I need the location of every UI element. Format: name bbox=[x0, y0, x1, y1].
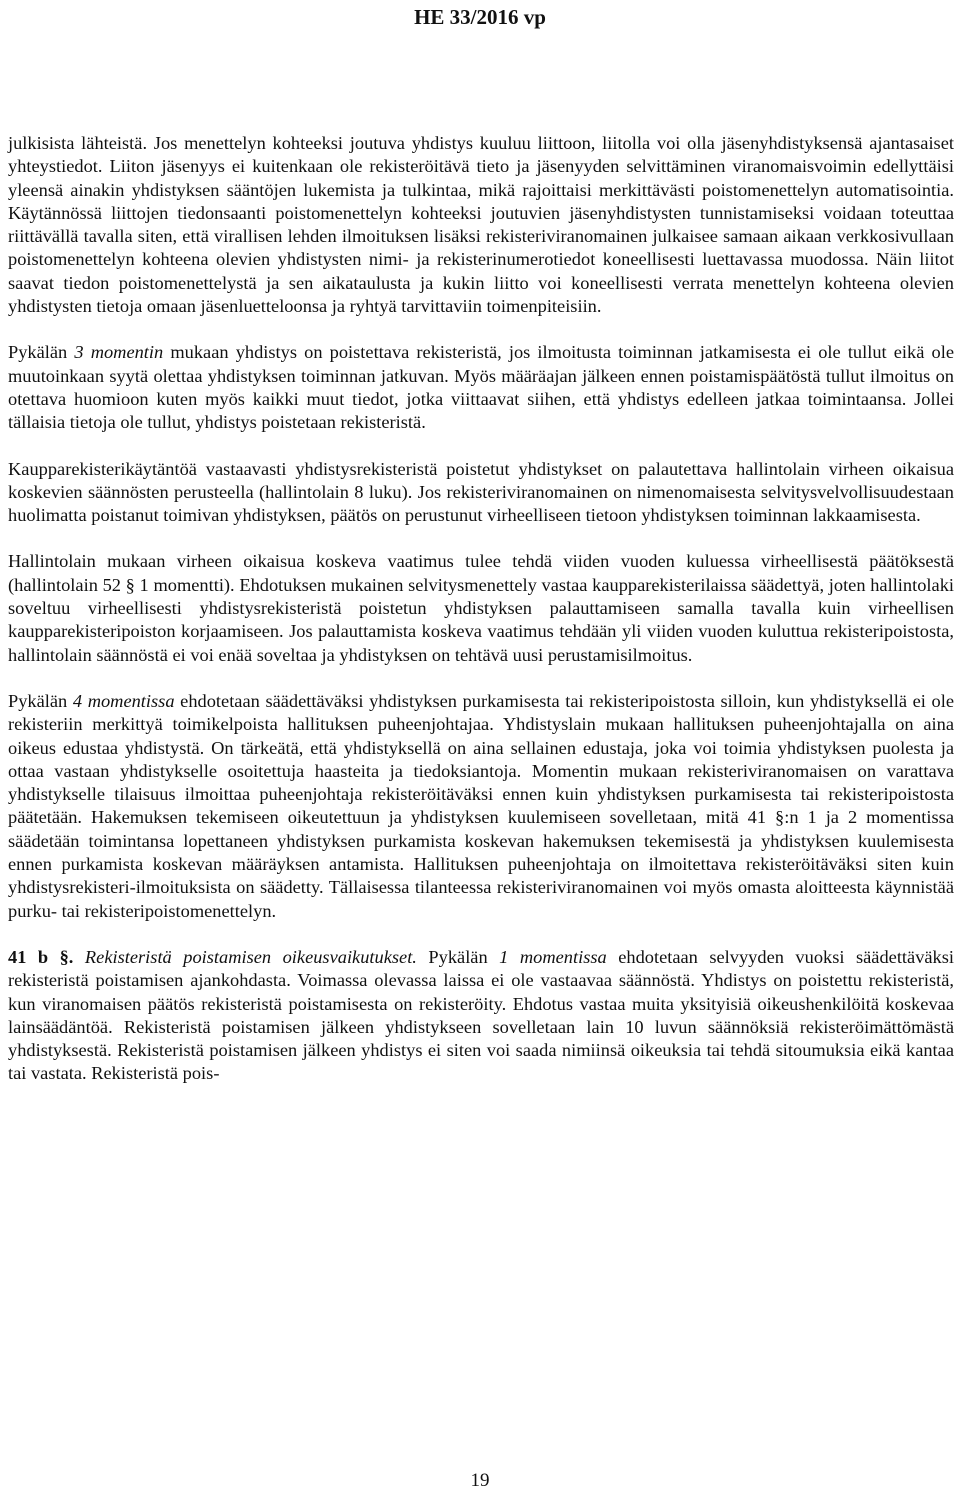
paragraph-2 bbox=[8, 341, 954, 434]
paragraph-emphasis: 4 momentissa bbox=[72, 690, 175, 711]
paragraph-3 bbox=[8, 458, 954, 528]
paragraph-emphasis: 1 momentissa bbox=[499, 946, 607, 967]
paragraph-6 bbox=[8, 946, 954, 1086]
paragraph-text: Pykälän bbox=[8, 342, 75, 363]
paragraph-1 bbox=[8, 132, 954, 318]
page-number: 19 bbox=[470, 1470, 490, 1491]
paragraph-4 bbox=[8, 550, 954, 666]
paragraph-text: Pykälän bbox=[416, 946, 500, 967]
section-heading: Rekisteristä poistamisen oikeusvaikutukset. bbox=[73, 946, 417, 967]
document-header: HE 33/2016 vp bbox=[414, 5, 546, 29]
paragraph-text: mukaan yhdistys on poistettava rekisteristä, jos ilmoitusta toiminnan jatkamisesta ei ole tullut eikä ole muutoinkaan syytä olettaa yhdistyksen toiminnan jatkuvan. Myös määräajan jälkeen ennen poistamispäätöstä tullut ilmoitus on otettava huomioon kuten myös kaikki muut tiedot, jotka viittaavat siihen, että yhdistys edelleen jatkaa toimintaansa. Jollei tällaisia tietoja ole tullut, yhdistys poistetaan rekisteristä. bbox=[8, 342, 954, 433]
document-body bbox=[8, 132, 954, 1086]
paragraph-emphasis: 3 momentin bbox=[74, 342, 164, 363]
paragraph-text: Kaupparekisterikäytäntöä vastaavasti yhdistysrekisteristä poistetut yhdistykset on palautettava hallintolain virheen oikaisua koskevien säännösten perusteella (hallintolain 8 luku). Jos rekisteriviranomainen on nimenomaisesta selvitysvelvollisuudestaan huolimatta poistanut toimivan yhdistyksen, päätös on perustunut virheelliseen tietoon yhdistyksen toiminnan lakkaamisesta. bbox=[8, 458, 954, 526]
paragraph-text: ehdotetaan säädettäväksi yhdistyksen purkamisesta tai rekisteripoistosta silloin, kun yhdistyksellä ei ole rekisteriin merkittyä toimikelpoista hallituksen puheenjohtajaa. Yhdistyslain mukaan hallituksen puheenjohtajalla on aina oikeus edustaa yhdistystä. On tärkeätä, että yhdistyksellä on aina sellainen edustaja, joka voi toimia yhdistyksen puolesta ja ottaa vastaan yhdistykselle osoitettuja haasteita ja tiedoksiantoja. Momentin mukaan rekisteriviranomaisen on varattava yhdistykselle tilaisuus ilmoittaa puheenjohtaja rekisteröitäväksi ennen kuin yhdistyksen purkamisesta tai rekisteripoistosta päätetään. Hakemuksen tekemiseen oikeutettuun ja yhdistyksen kuulemiseen sovelletaan, mitä 41 §:n 1 ja 2 momentissa säädetään toimintansa lopettaneen yhdistyksen purkamista koskevan hakemuksen tekemisestä ja yhdistyksen kuulemisesta ennen purkamista koskevan määräyksen antamista. Hallituksen puheenjohtaja on ilmoitettava rekisteröitäväksi siten kuin yhdistysrekisteri-ilmoituksista on säädetty. Tällaisessa tilanteessa rekisteriviranomainen voi myös omasta aloitteesta käynnistää purku- tai rekisteripoistomenettelyn. bbox=[8, 690, 954, 921]
paragraph-5 bbox=[8, 690, 954, 923]
paragraph-text: Hallintolain mukaan virheen oikaisua koskeva vaatimus tulee tehdä viiden vuoden kuluessa virheellisestä päätöksestä (hallintolain 52 § 1 momentti). Ehdotuksen mukainen selvitysmenettely vastaa kaupparekisterilaissa säädettyä, joten hallintolaki soveltuu virheellisesti yhdistysrekisteristä poistetun yhdistyksen palauttamiseen samalla tavalla kuin virheellisen kaupparekisteripoiston korjaamiseen. Jos palauttamista koskeva vaatimus tehdään yli viiden vuoden kuluttua rekisteripoistosta, hallintolain säännöstä ei voi enää soveltaa ja yhdistyksen on tehtävä uusi perustamisilmoitus. bbox=[8, 551, 954, 665]
paragraph-text: julkisista lähteistä. Jos menettelyn kohteeksi joutuva yhdistys kuuluu liittoon, liitolla voi olla jäsenyhdistyksensä ajantasaiset yhteystiedot. Liiton jäsenyys ei kuitenkaan ole rekisteröitävä tieto ja jäsenyyden selvittäminen viranomaisvoimin edellyttäisi yleensä ainakin yhdistyksen sääntöjen lukemista ja tulkintaa, mikä rajoittaisi merkittävästi poistomenettelyn automatisointia. Käytännössä liittojen tiedonsaanti poistomenettelyn kohteeksi joutuvien jäsenyhdistysten tunnistamiseksi voidaan toteuttaa riittävällä tavalla siten, että virallisen lehden ilmoituksen lisäksi rekisteriviranomainen julkaisee samaan aikaan verkkosivullaan poistomenettelyn kohteena olevien yhdistysten nimi- ja rekisterinumerotiedot koneellisesti luettavassa muodossa. Näin liitot saavat tiedon poistomenettelystä ja sen aikataulusta ja kukin liitto voi koneellisesti verrata menettelyn kohteena olevien yhdistysten tietoja omaan jäsenluetteloonsa ja ryhtyä tarvittaviin toimenpiteisiin. bbox=[8, 133, 954, 317]
section-number: 41 b §. bbox=[8, 946, 74, 967]
paragraph-text: Pykälän bbox=[8, 690, 73, 711]
paragraph-text: ehdotetaan selvyyden vuoksi säädettäväksi rekisteristä poistamisen ajankohdasta. Voimassa olevassa laissa ei ole vastaavaa säännöstä. Yhdistys on poistettu rekisteristä, kun viranomaisen päätös rekisteristä poistamisesta on rekisteröity. Ehdotus vastaa muita yksityisiä oikeushenkilöitä koskevaa lainsäädäntöä. Rekisteristä poistamisen jälkeen yhdistykseen sovelletaan lain 10 luvun säännöksiä rekisteröimättömästä yhdistyksestä. Rekisteristä poistamisen jälkeen yhdistys ei siten voi saada nimiinsä oikeuksia tai tehdä sitoumuksia eikä kantaa tai vastata. Rekisteristä pois- bbox=[8, 946, 955, 1084]
